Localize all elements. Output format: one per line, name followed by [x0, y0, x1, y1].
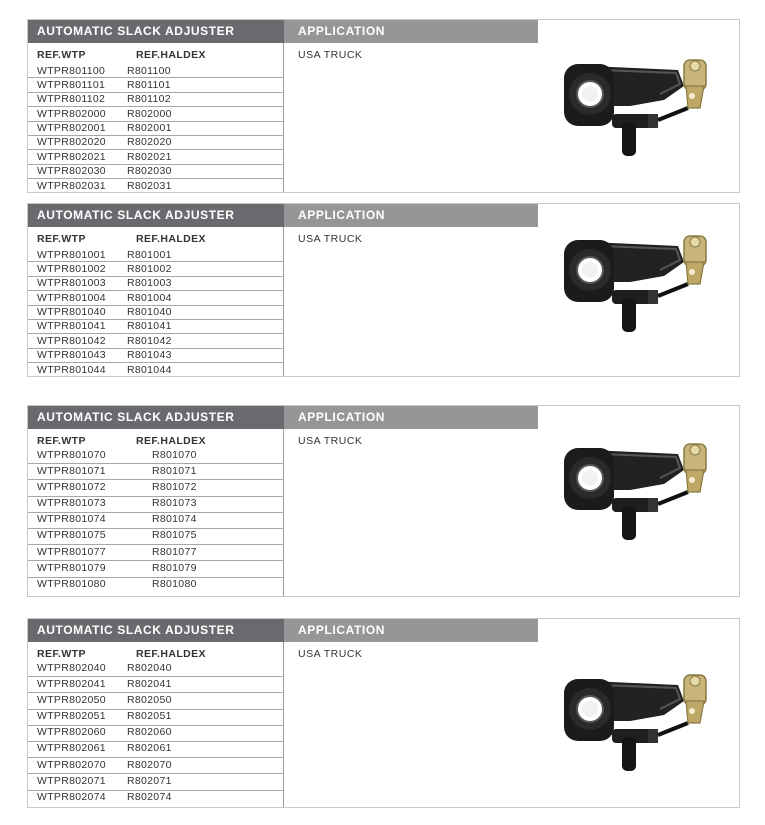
- table-row: [28, 578, 284, 594]
- table-row: [28, 349, 284, 363]
- ref-haldex-cell: R802031: [127, 179, 172, 192]
- ref-haldex-cell: R801077: [152, 545, 197, 558]
- ref-wtp-cell: WTPR801072: [37, 480, 106, 493]
- ref-wtp-cell: WTPR801002: [37, 262, 106, 275]
- ref-haldex-cell: R801072: [152, 480, 197, 493]
- ref-haldex-cell: R801080: [152, 578, 197, 590]
- ref-wtp-cell: WTPR802021: [37, 150, 106, 163]
- ref-wtp-cell: WTPR801100: [37, 64, 106, 77]
- column-headers: [37, 648, 277, 662]
- table-row: [28, 480, 284, 496]
- table-row: [28, 93, 284, 107]
- ref-haldex-cell: R802030: [127, 165, 172, 178]
- ref-wtp-cell: WTPR802071: [37, 774, 106, 787]
- ref-wtp-cell: WTPR802070: [37, 758, 106, 771]
- table-row: [28, 448, 284, 464]
- application-header: APPLICATION: [284, 204, 538, 227]
- ref-haldex-cell: R802001: [127, 122, 172, 135]
- table-row: [28, 529, 284, 545]
- table-row: [28, 363, 284, 377]
- col-ref-haldex: REF.HALDEX: [136, 435, 206, 447]
- ref-wtp-cell: WTPR801071: [37, 464, 106, 477]
- table-row: [28, 306, 284, 320]
- table-row: [28, 677, 284, 693]
- block-title: AUTOMATIC SLACK ADJUSTER: [28, 619, 284, 642]
- col-ref-haldex: REF.HALDEX: [136, 49, 206, 61]
- ref-wtp-cell: WTPR801004: [37, 291, 106, 304]
- column-headers: [37, 49, 277, 63]
- table-row: [28, 464, 284, 480]
- product-block-1: [27, 19, 740, 193]
- ref-haldex-cell: R802074: [127, 791, 172, 803]
- table-row: [28, 277, 284, 291]
- ref-wtp-cell: WTPR802041: [37, 677, 106, 690]
- block-title: AUTOMATIC SLACK ADJUSTER: [28, 204, 284, 227]
- ref-wtp-cell: WTPR802074: [37, 791, 106, 803]
- ref-wtp-cell: WTPR801001: [37, 248, 106, 261]
- ref-haldex-cell: R801074: [152, 513, 197, 526]
- table-row: [28, 497, 284, 513]
- table-row: [28, 334, 284, 348]
- col-ref-haldex: REF.HALDEX: [136, 648, 206, 660]
- product-block-3: [27, 405, 740, 597]
- ref-wtp-cell: WTPR802031: [37, 179, 106, 192]
- table-row: [28, 726, 284, 742]
- ref-wtp-cell: WTPR801080: [37, 578, 106, 590]
- col-ref-wtp: REF.WTP: [37, 233, 86, 245]
- ref-haldex-cell: R801101: [127, 78, 171, 91]
- ref-haldex-cell: R802000: [127, 107, 172, 120]
- table-row: [28, 710, 284, 726]
- table-row: [28, 165, 284, 179]
- ref-wtp-cell: WTPR801073: [37, 497, 106, 510]
- col-ref-haldex: REF.HALDEX: [136, 233, 206, 245]
- table-row: [28, 661, 284, 677]
- table-row: [28, 791, 284, 807]
- ref-wtp-cell: WTPR801079: [37, 561, 106, 574]
- ref-wtp-cell: WTPR801044: [37, 363, 106, 376]
- ref-haldex-cell: R801075: [152, 529, 197, 542]
- ref-haldex-cell: R801071: [152, 464, 197, 477]
- ref-wtp-cell: WTPR801043: [37, 349, 106, 362]
- ref-haldex-cell: R802071: [127, 774, 172, 787]
- application-value: USA TRUCK: [298, 233, 363, 245]
- ref-haldex-cell: R802050: [127, 693, 172, 706]
- ref-wtp-cell: WTPR801042: [37, 334, 106, 347]
- ref-haldex-cell: R802051: [127, 710, 172, 723]
- col-ref-wtp: REF.WTP: [37, 648, 86, 660]
- reference-table: [28, 429, 284, 596]
- ref-wtp-cell: WTPR801003: [37, 277, 106, 290]
- ref-wtp-cell: WTPR801101: [37, 78, 106, 91]
- ref-wtp-cell: WTPR801077: [37, 545, 106, 558]
- table-row: [28, 561, 284, 577]
- slack-adjuster-image: [560, 56, 720, 160]
- table-row: [28, 742, 284, 758]
- block-title: AUTOMATIC SLACK ADJUSTER: [28, 406, 284, 429]
- ref-haldex-cell: R802021: [127, 150, 172, 163]
- ref-haldex-cell: R801102: [127, 93, 171, 106]
- application-value: USA TRUCK: [298, 435, 363, 447]
- table-row: [28, 150, 284, 164]
- table-row: [28, 122, 284, 136]
- application-header: APPLICATION: [284, 20, 538, 43]
- ref-haldex-cell: R802070: [127, 758, 172, 771]
- ref-haldex-cell: R801070: [152, 448, 197, 461]
- ref-haldex-cell: R801041: [127, 320, 172, 333]
- ref-haldex-cell: R801100: [127, 64, 171, 77]
- ref-haldex-cell: R802060: [127, 726, 172, 739]
- reference-table: [28, 43, 284, 192]
- col-ref-wtp: REF.WTP: [37, 49, 86, 61]
- table-row: [28, 78, 284, 92]
- product-block-2: [27, 203, 740, 377]
- table-row: [28, 179, 284, 193]
- ref-haldex-cell: R801004: [127, 291, 172, 304]
- table-row: [28, 262, 284, 276]
- ref-haldex-cell: R802041: [127, 677, 172, 690]
- ref-wtp-cell: WTPR801070: [37, 448, 106, 461]
- rows: [28, 448, 284, 594]
- table-row: [28, 758, 284, 774]
- column-headers: [37, 233, 277, 247]
- slack-adjuster-image: [560, 232, 720, 336]
- rows: [28, 248, 284, 378]
- ref-wtp-cell: WTPR802030: [37, 165, 106, 178]
- column-headers: [37, 435, 277, 449]
- reference-table: [28, 642, 284, 807]
- application-value: USA TRUCK: [298, 648, 363, 660]
- ref-haldex-cell: R801044: [127, 363, 172, 376]
- ref-wtp-cell: WTPR801074: [37, 513, 106, 526]
- ref-wtp-cell: WTPR801040: [37, 306, 106, 319]
- ref-wtp-cell: WTPR802061: [37, 742, 106, 755]
- ref-haldex-cell: R802040: [127, 661, 172, 674]
- ref-wtp-cell: WTPR802050: [37, 693, 106, 706]
- reference-table: [28, 227, 284, 376]
- ref-haldex-cell: R802061: [127, 742, 172, 755]
- ref-wtp-cell: WTPR801075: [37, 529, 106, 542]
- ref-haldex-cell: R801042: [127, 334, 172, 347]
- ref-haldex-cell: R802020: [127, 136, 172, 149]
- ref-haldex-cell: R801002: [127, 262, 172, 275]
- ref-wtp-cell: WTPR802060: [37, 726, 106, 739]
- slack-adjuster-image: [560, 440, 720, 544]
- table-row: [28, 320, 284, 334]
- table-row: [28, 291, 284, 305]
- ref-wtp-cell: WTPR802001: [37, 122, 106, 135]
- application-header: APPLICATION: [284, 619, 538, 642]
- product-block-4: [27, 618, 740, 808]
- ref-wtp-cell: WTPR802040: [37, 661, 106, 674]
- block-title: AUTOMATIC SLACK ADJUSTER: [28, 20, 284, 43]
- ref-haldex-cell: R801001: [127, 248, 172, 261]
- table-row: [28, 693, 284, 709]
- table-row: [28, 248, 284, 262]
- ref-wtp-cell: WTPR802000: [37, 107, 106, 120]
- ref-wtp-cell: WTPR801102: [37, 93, 106, 106]
- ref-haldex-cell: R801003: [127, 277, 172, 290]
- table-row: [28, 64, 284, 78]
- ref-wtp-cell: WTPR802020: [37, 136, 106, 149]
- table-row: [28, 107, 284, 121]
- table-row: [28, 513, 284, 529]
- ref-wtp-cell: WTPR802051: [37, 710, 106, 723]
- slack-adjuster-image: [560, 671, 720, 775]
- rows: [28, 64, 284, 194]
- application-value: USA TRUCK: [298, 49, 363, 61]
- col-ref-wtp: REF.WTP: [37, 435, 86, 447]
- table-row: [28, 774, 284, 790]
- ref-haldex-cell: R801043: [127, 349, 172, 362]
- ref-haldex-cell: R801040: [127, 306, 172, 319]
- ref-haldex-cell: R801079: [152, 561, 197, 574]
- table-row: [28, 136, 284, 150]
- table-row: [28, 545, 284, 561]
- ref-haldex-cell: R801073: [152, 497, 197, 510]
- application-header: APPLICATION: [284, 406, 538, 429]
- ref-wtp-cell: WTPR801041: [37, 320, 106, 333]
- rows: [28, 661, 284, 807]
